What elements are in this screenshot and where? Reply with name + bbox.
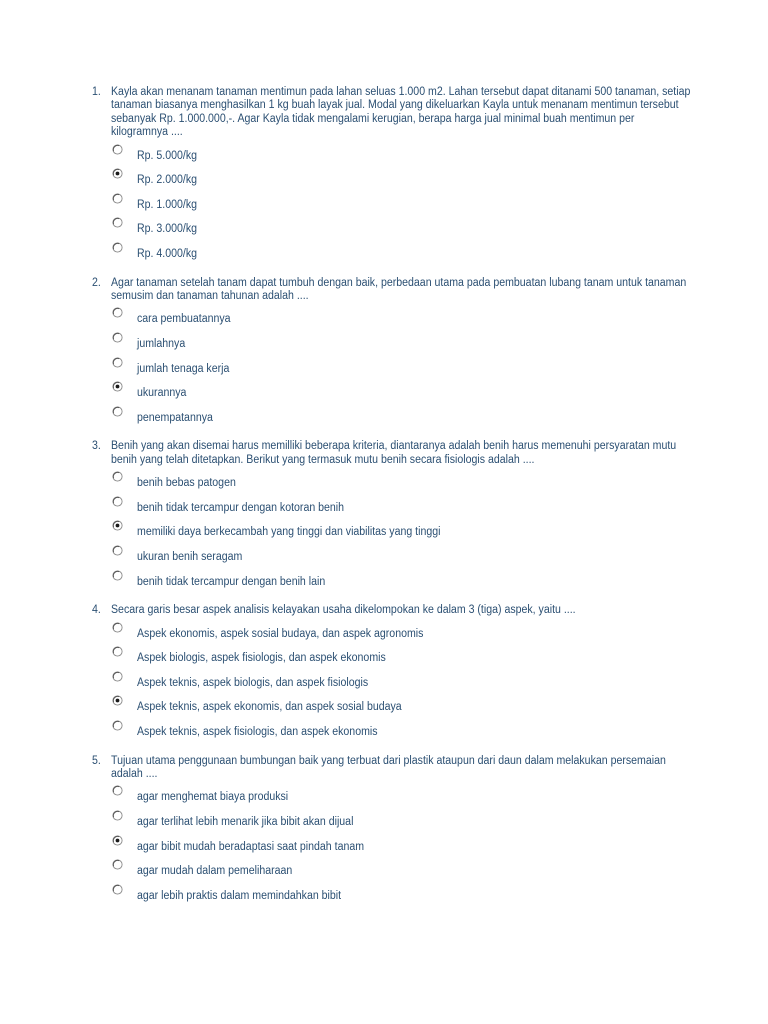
- answer-option[interactable]: [112, 646, 682, 671]
- answer-option[interactable]: [112, 217, 682, 242]
- option-label: penempatannya: [137, 411, 213, 424]
- option-label: agar terlihat lebih menarik jika bibit akan dijual: [137, 815, 354, 828]
- question-number: 1.: [92, 86, 101, 98]
- radio-unchecked-icon: [112, 785, 123, 796]
- radio-button[interactable]: [112, 144, 123, 155]
- question-text: Agar tanaman setelah tanam dapat tumbuh dengan baik, perbedaan utama pada pembuatan lubang tanam untuk tanaman semusim dan tanaman tahunan adalah ....: [111, 276, 687, 302]
- radio-button[interactable]: [112, 307, 123, 318]
- answer-option[interactable]: [112, 144, 682, 169]
- option-label: memiliki daya berkecambah yang tinggi dan viabilitas yang tinggi: [137, 526, 441, 539]
- radio-button[interactable]: [112, 545, 123, 556]
- option-label: Aspek biologis, aspek fisiologis, dan aspek ekonomis: [137, 652, 386, 665]
- option-label: jumlahnya: [137, 338, 186, 350]
- answer-option[interactable]: [112, 520, 682, 545]
- radio-unchecked-icon: [112, 720, 123, 731]
- radio-button[interactable]: [112, 720, 123, 731]
- answer-option[interactable]: [112, 810, 682, 835]
- question-number: 2.: [92, 276, 101, 289]
- question-text: Tujuan utama penggunaan bumbungan baik yang terbuat dari plastik ataupun dari daun dalam melakukan persemaian adalah ....: [111, 754, 666, 780]
- question-3: [92, 440, 682, 594]
- radio-button[interactable]: [112, 646, 123, 657]
- question-text: Benih yang akan disemai harus memilliki beberapa kriteria, diantaranya adalah benih harus memenuhi persyaratan mutu benih yang telah ditetapkan. Berikut yang termasuk mutu benih secara fisiologis adalah ....: [111, 440, 677, 466]
- answer-option[interactable]: [112, 406, 682, 431]
- answer-option[interactable]: [112, 242, 682, 267]
- radio-unchecked-icon: [112, 357, 123, 368]
- radio-button-selected[interactable]: [112, 381, 123, 392]
- radio-unchecked-icon: [112, 496, 123, 507]
- answer-option[interactable]: [112, 720, 682, 745]
- option-label: Aspek ekonomis, aspek sosial budaya, dan aspek agronomis: [137, 627, 424, 640]
- question-1: [92, 86, 691, 267]
- answer-option[interactable]: [112, 193, 682, 218]
- radio-unchecked-icon: [112, 332, 123, 343]
- option-label: benih tidak tercampur dengan benih lain: [137, 575, 326, 588]
- radio-button[interactable]: [112, 785, 123, 796]
- answer-option[interactable]: [112, 307, 682, 332]
- radio-button[interactable]: [112, 671, 123, 682]
- radio-unchecked-icon: [112, 217, 123, 228]
- radio-button[interactable]: [112, 622, 123, 633]
- radio-unchecked-icon: [112, 570, 123, 581]
- radio-unchecked-icon: [112, 471, 123, 482]
- option-label: Rp. 4.000/kg: [137, 248, 198, 260]
- option-label: jumlah tenaga kerja: [137, 362, 230, 375]
- radio-button[interactable]: [112, 810, 123, 821]
- answer-options: [112, 785, 682, 908]
- radio-unchecked-icon: [112, 406, 123, 417]
- question-5: [92, 755, 682, 909]
- radio-unchecked-icon: [112, 307, 123, 318]
- answer-option[interactable]: [112, 785, 682, 810]
- radio-unchecked-icon: [112, 545, 123, 556]
- question-4: [92, 604, 682, 744]
- answer-option[interactable]: [112, 622, 682, 647]
- radio-checked-icon: [112, 835, 123, 846]
- radio-unchecked-icon: [112, 646, 123, 657]
- radio-button[interactable]: [112, 193, 123, 204]
- radio-checked-icon: [112, 381, 123, 392]
- radio-unchecked-icon: [112, 810, 123, 821]
- radio-button-selected[interactable]: [112, 168, 123, 179]
- radio-unchecked-icon: [112, 622, 123, 633]
- quiz-list: [92, 86, 691, 918]
- radio-unchecked-icon: [112, 193, 123, 204]
- answer-option[interactable]: [112, 859, 682, 884]
- answer-option[interactable]: [112, 471, 682, 496]
- option-label: ukuran benih seragam: [137, 550, 243, 563]
- answer-options: [112, 307, 682, 430]
- radio-unchecked-icon: [112, 671, 123, 682]
- answer-option[interactable]: [112, 570, 682, 595]
- radio-unchecked-icon: [112, 884, 123, 895]
- answer-option[interactable]: [112, 381, 682, 406]
- question-text: Secara garis besar aspek analisis kelayakan usaha dikelompokan ke dalam 3 (tiga) aspek, yaitu ....: [111, 604, 576, 617]
- radio-button[interactable]: [112, 242, 123, 253]
- option-label: benih bebas patogen: [137, 477, 236, 490]
- answer-options: [112, 622, 682, 745]
- option-label: benih tidak tercampur dengan kotoran benih: [137, 501, 345, 514]
- radio-button-selected[interactable]: [112, 520, 123, 531]
- radio-button-selected[interactable]: [112, 695, 123, 706]
- radio-button[interactable]: [112, 496, 123, 507]
- option-label: ukurannya: [137, 387, 187, 400]
- question-text: Kayla akan menanam tanaman mentimun pada lahan seluas 1.000 m2. Lahan tersebut dapat ditanami 500 tanaman, setiap tanaman biasanya menghasilkan 1 kg buah layak jual. Modal yang dikeluarkan Kayla untuk menanam mentimun tersebut sebanyak Rp. 1.000.000,-. Agar Kayla tidak mengalami kerugian, berapa harga jual minimal buah mentimun per kilogramnya ....: [111, 86, 691, 139]
- answer-option[interactable]: [112, 357, 682, 382]
- answer-option[interactable]: [112, 332, 682, 357]
- radio-button[interactable]: [112, 884, 123, 895]
- option-label: agar bibit mudah beradaptasi saat pindah tanam: [137, 840, 365, 853]
- radio-checked-icon: [112, 695, 123, 706]
- answer-option[interactable]: [112, 695, 682, 720]
- answer-option[interactable]: [112, 671, 682, 696]
- radio-button[interactable]: [112, 859, 123, 870]
- option-label: Rp. 1.000/kg: [137, 198, 198, 211]
- radio-button[interactable]: [112, 332, 123, 343]
- answer-option[interactable]: [112, 835, 682, 860]
- answer-option[interactable]: [112, 545, 682, 570]
- radio-checked-icon: [112, 168, 123, 179]
- answer-option[interactable]: [112, 168, 682, 193]
- option-label: Aspek teknis, aspek biologis, dan aspek fisiologis: [137, 676, 369, 689]
- radio-unchecked-icon: [112, 242, 123, 253]
- option-label: agar mudah dalam pemeliharaan: [137, 865, 293, 878]
- question-number: 4.: [92, 604, 101, 617]
- radio-button[interactable]: [112, 357, 123, 368]
- radio-checked-icon: [112, 520, 123, 531]
- option-label: Rp. 5.000/kg: [137, 149, 198, 162]
- option-label: Rp. 2.000/kg: [137, 174, 198, 187]
- radio-button[interactable]: [112, 406, 123, 417]
- option-label: Rp. 3.000/kg: [137, 223, 198, 236]
- answer-option[interactable]: [112, 496, 682, 521]
- option-label: agar menghemat biaya produksi: [137, 791, 289, 804]
- radio-unchecked-icon: [112, 859, 123, 870]
- answer-options: [112, 144, 682, 267]
- option-label: Aspek teknis, aspek fisiologis, dan aspek ekonomis: [137, 725, 378, 738]
- radio-button[interactable]: [112, 471, 123, 482]
- radio-unchecked-icon: [112, 144, 123, 155]
- answer-options: [112, 471, 682, 594]
- question-2: [92, 276, 687, 431]
- option-label: agar lebih praktis dalam memindahkan bibit: [137, 889, 342, 902]
- answer-option[interactable]: [112, 884, 682, 909]
- option-label: cara pembuatannya: [137, 313, 231, 326]
- radio-button[interactable]: [112, 217, 123, 228]
- question-number: 5.: [92, 754, 101, 767]
- radio-button-selected[interactable]: [112, 835, 123, 846]
- option-label: Aspek teknis, aspek ekonomis, dan aspek sosial budaya: [137, 701, 402, 714]
- radio-button[interactable]: [112, 570, 123, 581]
- question-number: 3.: [92, 440, 101, 453]
